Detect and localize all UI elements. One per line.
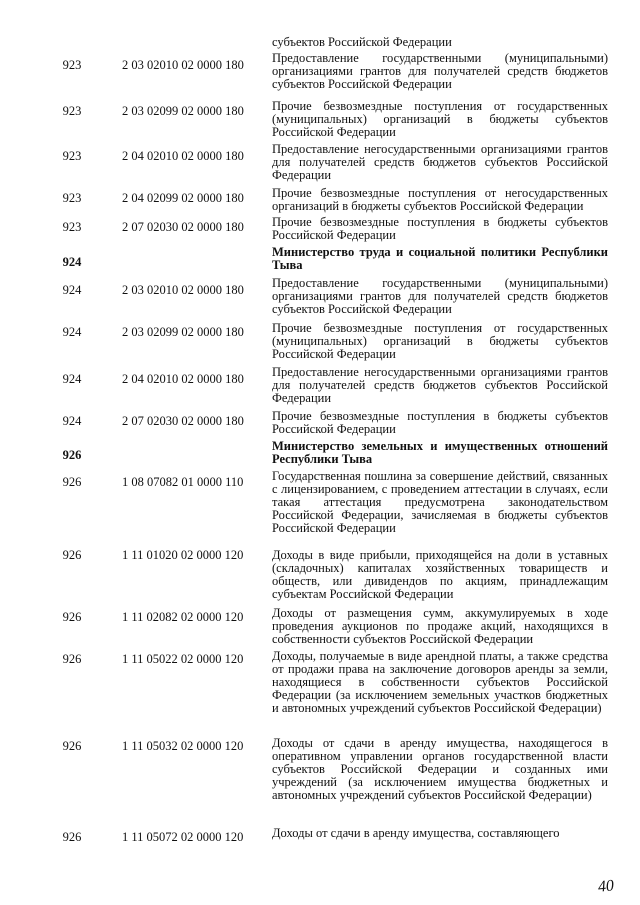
admin-code: 926 [62,652,82,666]
admin-code: 923 [62,220,82,234]
admin-code: 926 [62,739,82,753]
budget-classification-code: 1 11 01020 02 0000 120 [122,548,244,562]
budget-classification-code: 2 04 02010 02 0000 180 [122,372,244,386]
budget-classification-code: 2 07 02030 02 0000 180 [122,220,244,234]
admin-code: 924 [62,372,82,386]
admin-code: 926 [62,610,82,624]
admin-code: 926 [62,448,82,462]
budget-classification-code: 2 07 02030 02 0000 180 [122,414,244,428]
budget-classification-code: 2 03 02099 02 0000 180 [122,104,244,118]
budget-classification-code: 2 04 02099 02 0000 180 [122,191,244,205]
admin-code: 924 [62,255,82,269]
ministry-name: Министерство земельных и имущественных отношений Республики Тыва [272,439,608,466]
budget-classification-code: 1 11 05032 02 0000 120 [122,739,244,753]
admin-code: 923 [62,104,82,118]
budget-classification-code: 2 03 02010 02 0000 180 [122,58,244,72]
budget-classification-code: 2 04 02010 02 0000 180 [122,149,244,163]
page-number: 40 [597,877,615,896]
income-description: Прочие безвозмездные поступления от государственных (муниципальных) организаций в бюджеты субъектов Российской Федерации [272,99,608,139]
income-description: Прочие безвозмездные поступления в бюджеты субъектов Российской Федерации [272,215,608,242]
budget-classification-code: 2 03 02010 02 0000 180 [122,283,244,297]
admin-code: 923 [62,191,82,205]
admin-code: 924 [62,283,82,297]
income-description: Прочие безвозмездные поступления от негосударственных организаций в бюджеты субъектов Российской Федерации [272,186,608,213]
income-description: Доходы в виде прибыли, приходящейся на доли в уставных (складочных) капиталах хозяйственных товариществ и обществ, или дивидендов по акциям, принадлежащим субъектам Российской Федерации [272,548,608,601]
admin-code: 926 [62,548,82,562]
admin-code: 924 [62,414,82,428]
income-description: Предоставление государственными (муниципальными) организациями грантов для получателей средств бюджетов субъектов Российской Федерации [272,51,608,91]
continuation-text: субъектов Российской Федерации [272,35,452,49]
budget-classification-code: 2 03 02099 02 0000 180 [122,325,244,339]
income-description: Государственная пошлина за совершение действий, связанных с лицензированием, с проведением аттестации в случаях, если такая аттестация предусмотрена законодательством Российской Федерации, зачисляемая в бюджеты субъектов Российской Федерации [272,469,608,535]
income-description: Доходы от размещения сумм, аккумулируемых в ходе проведения аукционов по продаже акций, находящихся в собственности субъектов Российской Федерации [272,606,608,646]
income-description: Доходы от сдачи в аренду имущества, находящегося в оперативном управлении органов государственной власти субъектов Российской Федерации и созданных ими учреждений (за исключением имущества бюджетных и автономных учреждений субъектов Российской Федерации) [272,736,608,802]
admin-code: 923 [62,58,82,72]
income-description: Доходы от сдачи в аренду имущества, составляющего [272,826,560,840]
ministry-name: Министерство труда и социальной политики Республики Тыва [272,245,608,272]
admin-code: 926 [62,475,82,489]
budget-classification-code: 1 11 05072 02 0000 120 [122,830,244,844]
income-description: Прочие безвозмездные поступления от государственных (муниципальных) организаций в бюджеты субъектов Российской Федерации [272,321,608,361]
income-description: Прочие безвозмездные поступления в бюджеты субъектов Российской Федерации [272,409,608,436]
admin-code: 926 [62,830,82,844]
income-description: Предоставление государственными (муниципальными) организациями грантов для получателей средств бюджетов субъектов Российской Федерации [272,276,608,316]
admin-code: 924 [62,325,82,339]
income-description: Предоставление негосударственными организациями грантов для получателей средств бюджетов субъектов Российской Федерации [272,142,608,182]
admin-code: 923 [62,149,82,163]
income-description: Доходы, получаемые в виде арендной платы, а также средства от продажи права на заключение договоров аренды за земли, находящиеся в собственности субъектов Российской Федерации (за исключением земельных участков бюджетных и автономных учреждений субъектов Российской Федерации) [272,649,608,715]
budget-classification-code: 1 08 07082 01 0000 110 [122,475,244,489]
budget-classification-code: 1 11 05022 02 0000 120 [122,652,244,666]
income-description: Предоставление негосударственными организациями грантов для получателей средств бюджетов субъектов Российской Федерации [272,365,608,405]
budget-classification-code: 1 11 02082 02 0000 120 [122,610,244,624]
